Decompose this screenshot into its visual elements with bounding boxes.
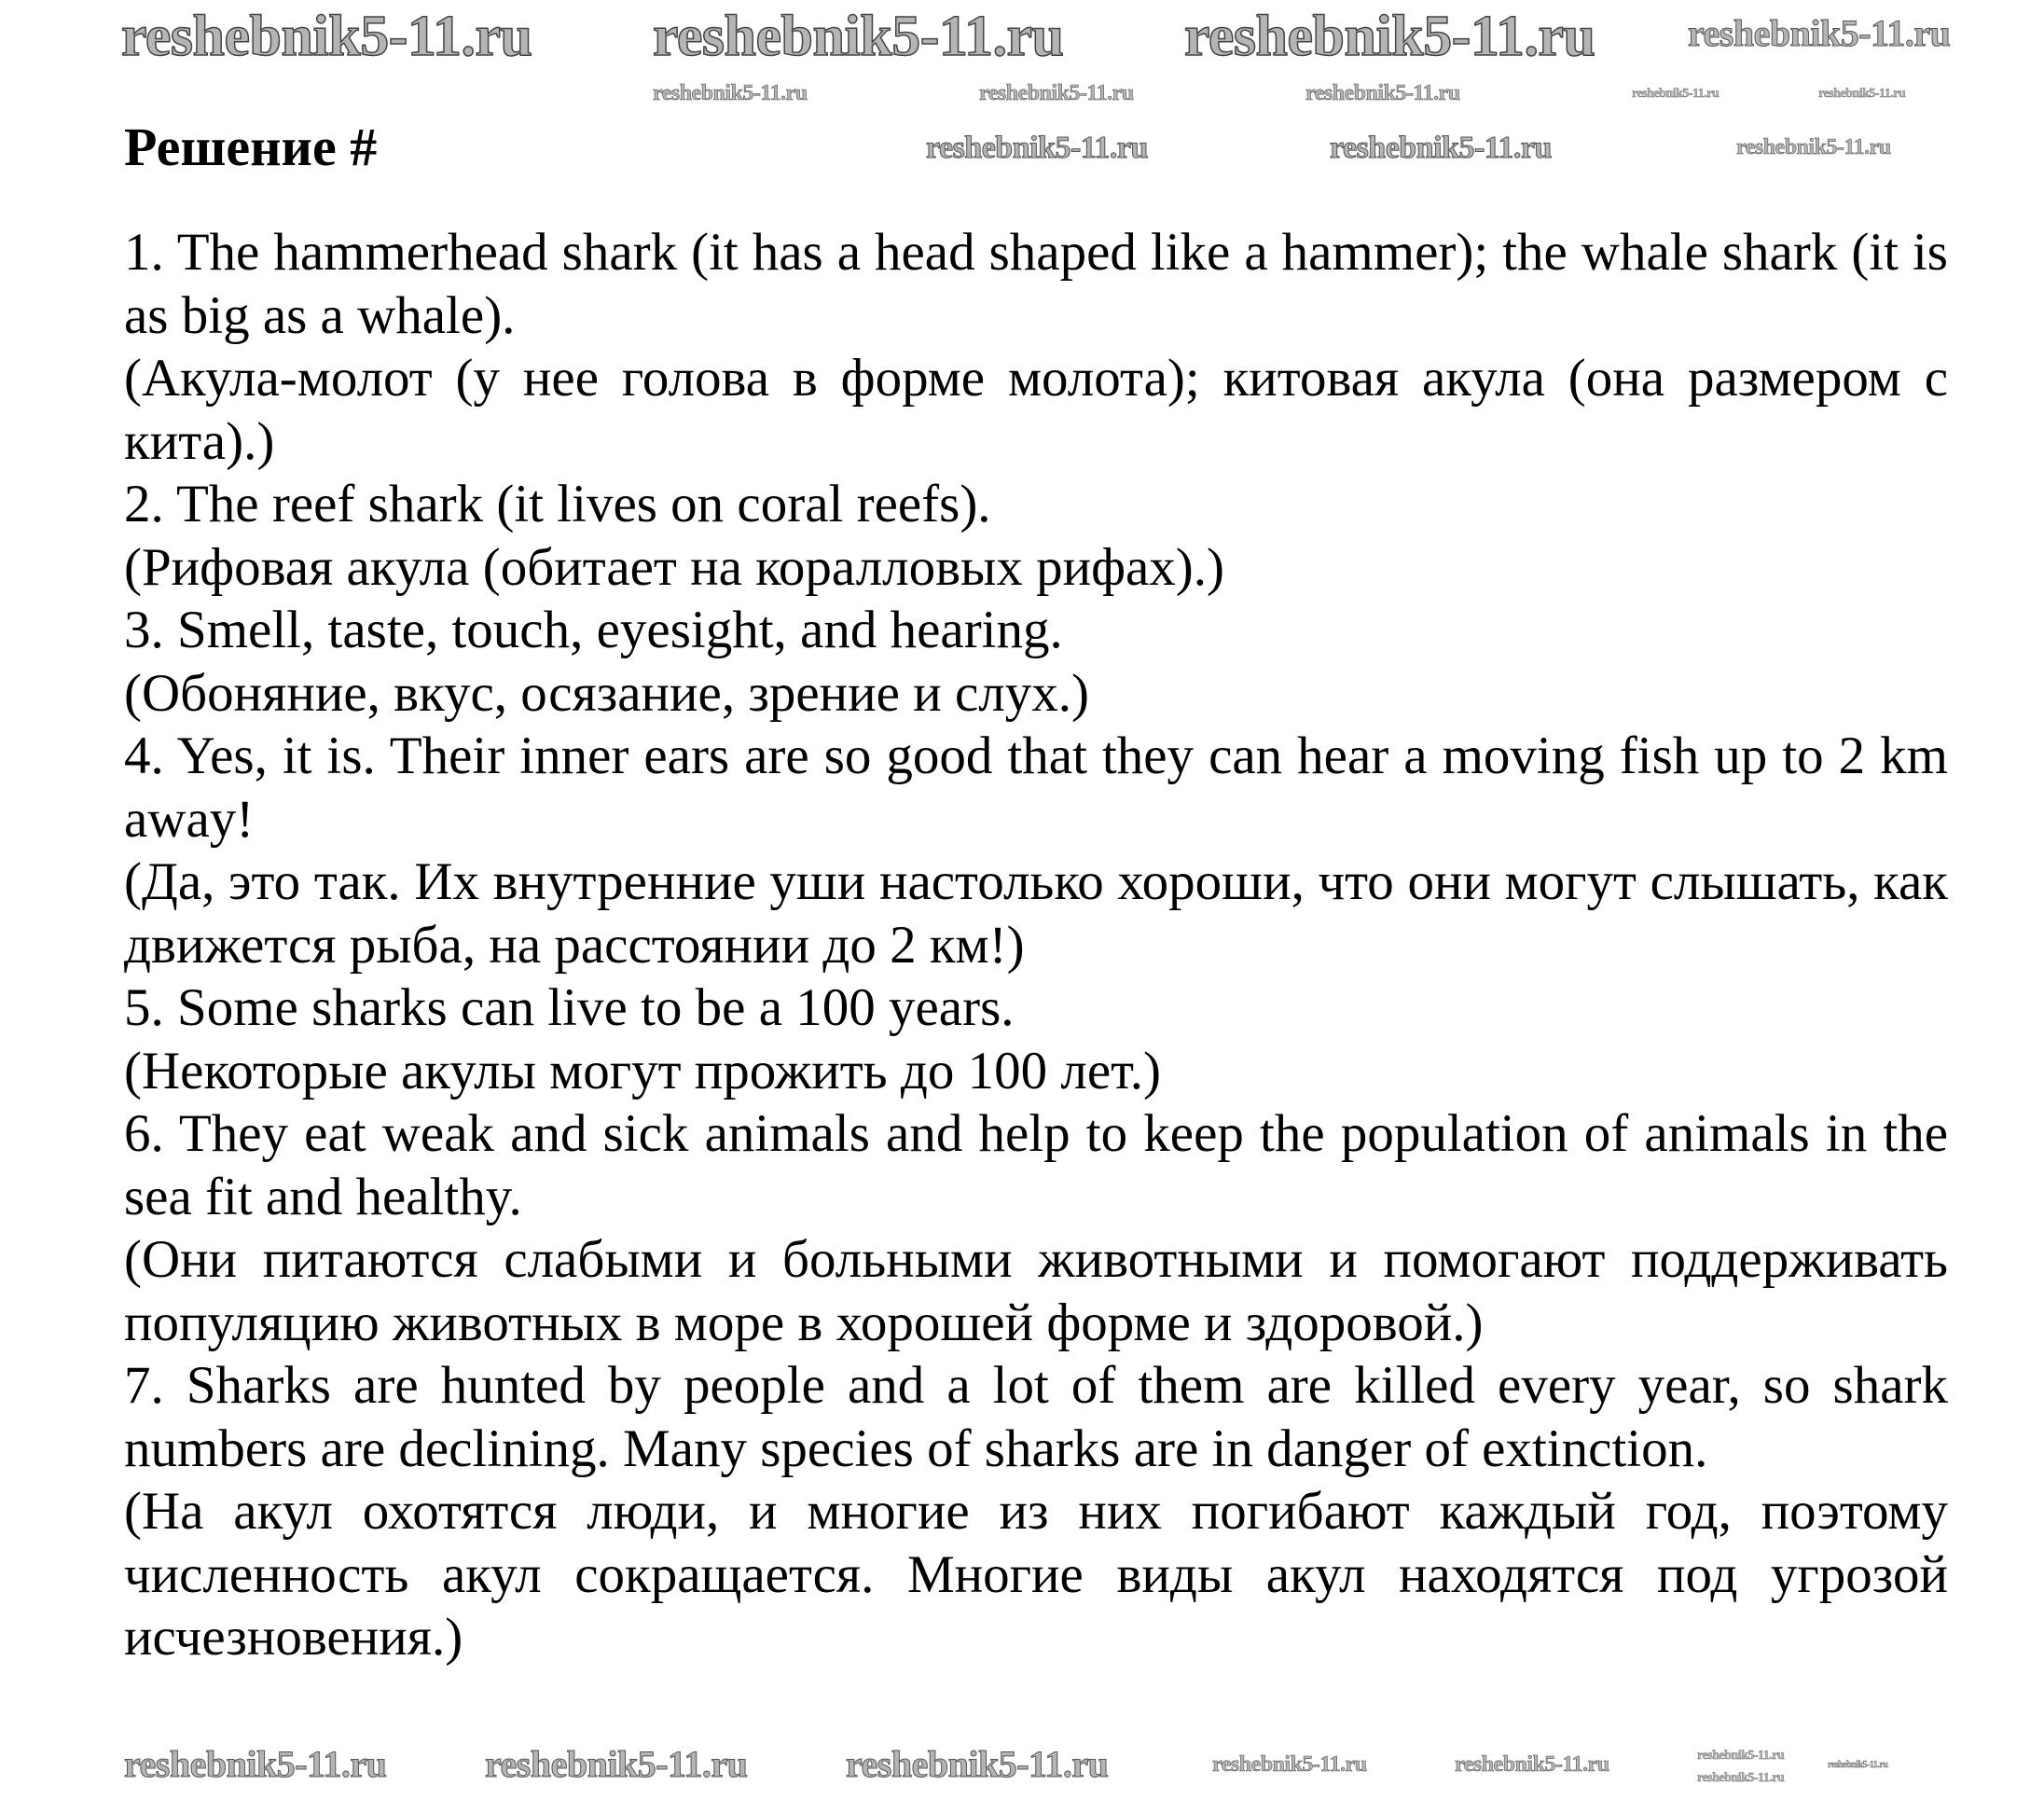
answer-2-en: 2. The reef shark (it lives on coral reefs). <box>124 475 991 533</box>
watermark: reshebnik5-11.ru <box>1688 12 1951 54</box>
answer-6-en: 6. They eat weak and sick animals and help to keep the population of animals in the sea fit and healthy. <box>124 1104 1948 1226</box>
answer-3-en: 3. Smell, taste, touch, eyesight, and hearing. <box>124 601 1063 659</box>
watermark: reshebnik5-11.ru <box>1455 1752 1609 1777</box>
answer-5-en: 5. Some sharks can live to be a 100 years. <box>124 978 1015 1037</box>
answer-4-en: 4. Yes, it is. Their inner ears are so good that they can hear a moving fish up to 2 km away! <box>124 727 1948 849</box>
answer-7-en: 7. Sharks are hunted by people and a lot of them are killed every year, so shark numbers are declining. Many species of sharks are in danger of extinction. <box>124 1356 1948 1478</box>
watermark: reshebnik5-11.ru <box>1305 81 1460 105</box>
watermark: reshebnik5-11.ru <box>926 131 1148 165</box>
watermark: reshebnik5-11.ru <box>1632 87 1719 101</box>
watermark: reshebnik5-11.ru <box>485 1743 748 1785</box>
answer-5-ru: (Некоторые акулы могут прожить до 100 лет.) <box>124 1041 1162 1100</box>
watermark: reshebnik5-11.ru <box>653 5 1064 68</box>
watermark: reshebnik5-11.ru <box>1828 1760 1888 1770</box>
answer-4-ru: (Да, это так. Их внутренние уши настолько хороши, что они могут слышать, как движется рыба, на расстоянии до 2 км!) <box>124 852 1948 975</box>
watermark: reshebnik5-11.ru <box>1818 87 1906 101</box>
watermark: reshebnik5-11.ru <box>1330 131 1552 165</box>
watermark: reshebnik5-11.ru <box>1697 1749 1785 1763</box>
watermark: reshebnik5-11.ru <box>1736 135 1891 159</box>
page-title: Решение # <box>124 117 378 177</box>
answer-2-ru: (Рифовая акула (обитает на коралловых рифах).) <box>124 537 1225 597</box>
answer-6-ru: (Они питаются слабыми и больными животными и помогают поддерживать популяцию животных в море в хорошей форме и здоровой.) <box>124 1230 1948 1352</box>
watermark: reshebnik5-11.ru <box>124 1743 387 1785</box>
watermark: reshebnik5-11.ru <box>846 1743 1109 1785</box>
answer-1-en: 1. The hammerhead shark (it has a head shaped like a hammer); the whale shark (it is as big as a whale). <box>124 223 1948 345</box>
answer-7-ru: (На акул охотятся люди, и многие из них погибают каждый год, поэтому численность акул сокращается. Многие виды акул находятся под угрозой исчезновения.) <box>124 1482 1948 1667</box>
answer-list <box>124 221 1948 1669</box>
answer-1-ru: (Акула-молот (у нее голова в форме молота); китовая акула (она размером с кита).) <box>124 349 1948 471</box>
watermark: reshebnik5-11.ru <box>1697 1771 1785 1785</box>
watermark: reshebnik5-11.ru <box>979 81 1134 105</box>
watermark: reshebnik5-11.ru <box>121 5 532 68</box>
watermark: reshebnik5-11.ru <box>1184 5 1595 68</box>
watermark: reshebnik5-11.ru <box>1212 1752 1367 1777</box>
answer-3-ru: (Обоняние, вкус, осязание, зрение и слух.) <box>124 663 1089 723</box>
watermark: reshebnik5-11.ru <box>653 81 808 105</box>
